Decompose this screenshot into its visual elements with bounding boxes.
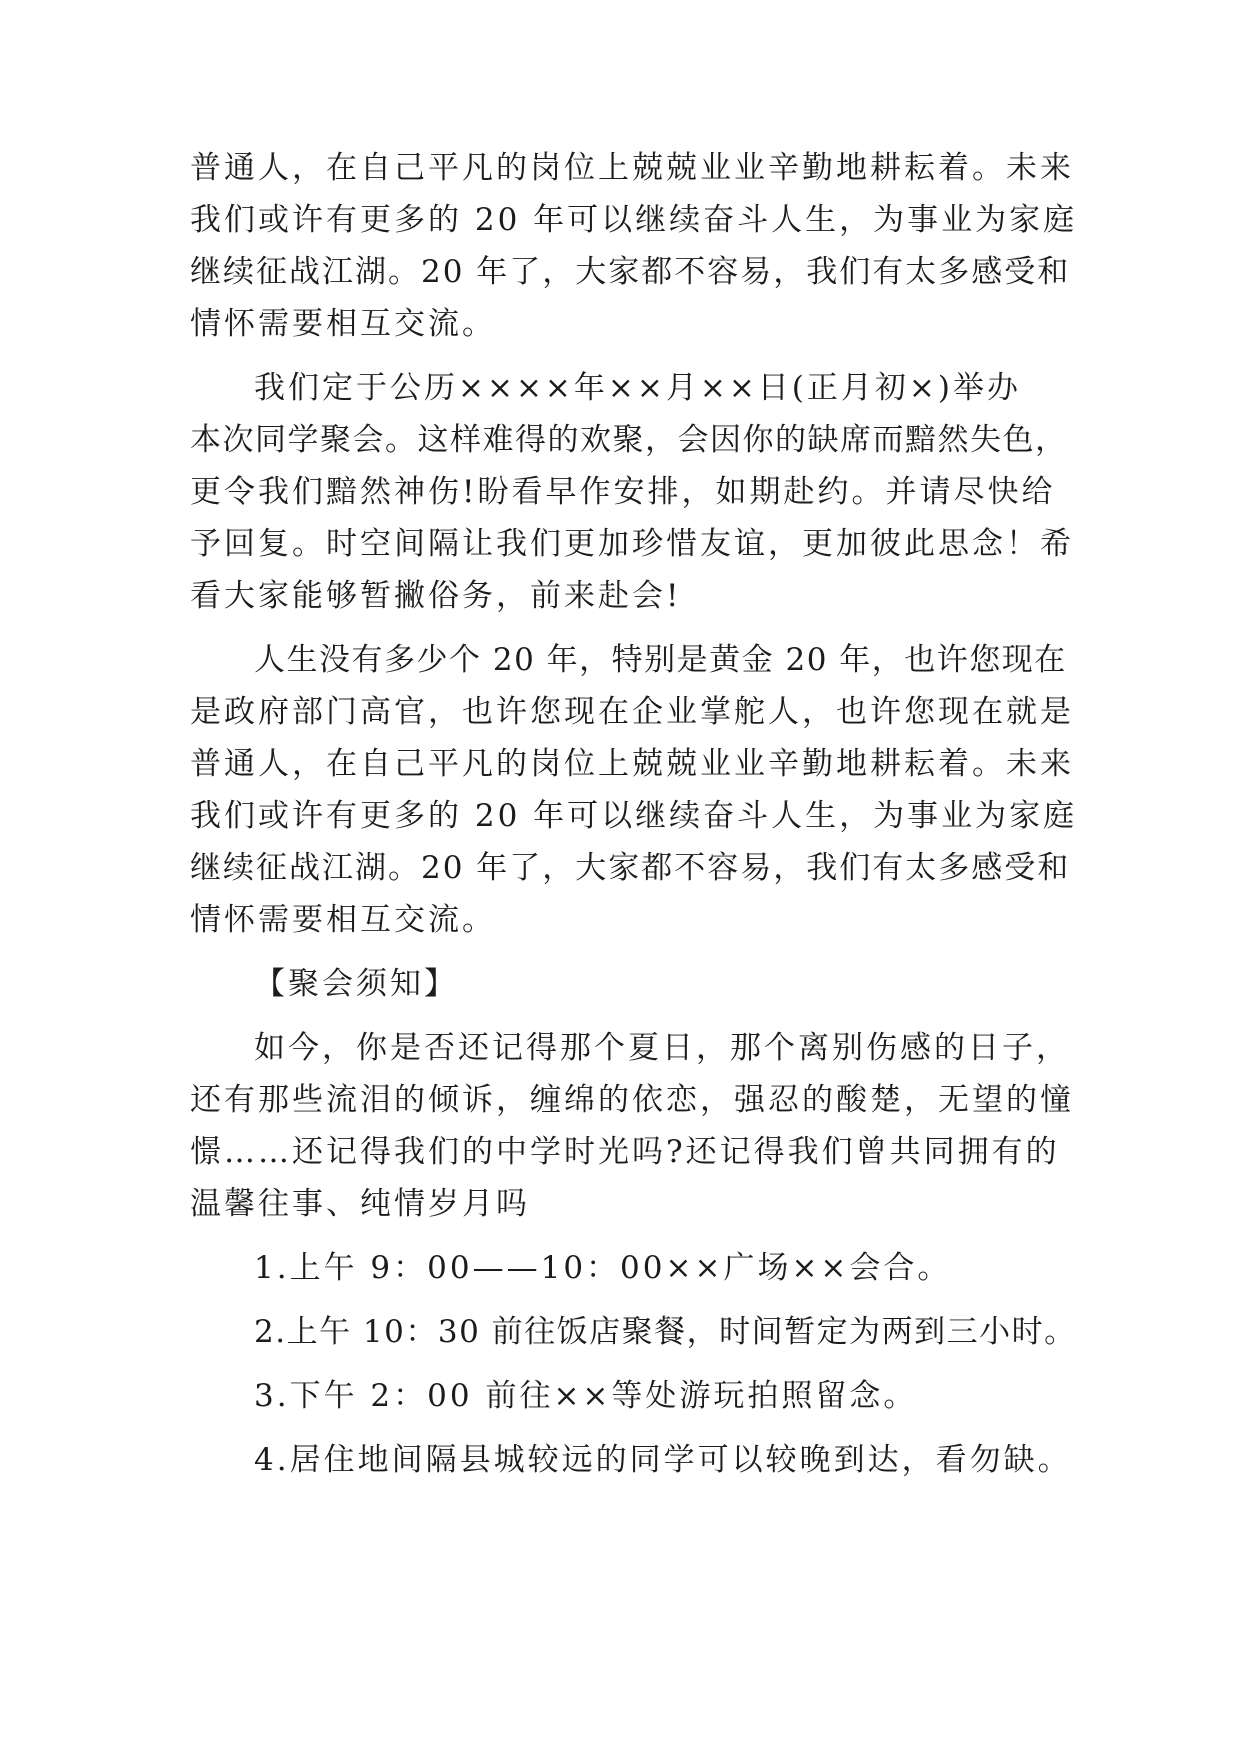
text-line-15: 情怀需要相互交流。 <box>190 902 496 938</box>
list-item-4: 4.居住地间隔县城较远的同学可以较晚到达，看勿缺。 <box>254 1442 1072 1478</box>
text-line-5: 我们定于公历××××年××月××日(正月初×)举办 <box>254 370 1021 406</box>
text-line-20: 温馨往事、纯情岁月吗 <box>190 1186 530 1222</box>
text-line-9: 看大家能够暂撇俗务，前来赴会! <box>190 578 682 614</box>
text-line-11: 是政府部门高官，也许您现在企业掌舵人，也许您现在就是 <box>190 694 1074 730</box>
section-heading: 【聚会须知】 <box>254 966 458 1002</box>
list-item-1: 1.上午 9：00——10：00××广场××会合。 <box>254 1250 952 1286</box>
text-line-10: 人生没有多少个 20 年，特别是黄金 20 年，也许您现在 <box>254 642 1067 678</box>
text-line-17: 如今，你是否还记得那个夏日，那个离别伤感的日子， <box>254 1030 1070 1066</box>
text-line-14: 继续征战江湖。20 年了，大家都不容易，我们有太多感受和 <box>190 850 1071 886</box>
text-line-18: 还有那些流泪的倾诉，缠绵的依恋，强忍的酸楚，无望的憧 <box>190 1082 1074 1118</box>
text-line-3: 继续征战江湖。20 年了，大家都不容易，我们有太多感受和 <box>190 254 1071 290</box>
text-line-8: 予回复。时空间隔让我们更加珍惜友谊，更加彼此思念！希 <box>190 526 1074 562</box>
list-item-3: 3.下午 2：00 前往××等处游玩拍照留念。 <box>254 1378 918 1414</box>
text-line-7: 更令我们黯然神伤!盼看早作安排，如期赴约。并请尽快给 <box>190 474 1056 510</box>
text-line-6: 本次同学聚会。这样难得的欢聚，会因你的缺席而黯然失色， <box>190 422 1068 458</box>
text-line-13: 我们或许有更多的 20 年可以继续奋斗人生，为事业为家庭 <box>190 798 1078 834</box>
text-line-12: 普通人，在自己平凡的岗位上兢兢业业辛勤地耕耘着。未来 <box>190 746 1074 782</box>
text-line-19: 憬……还记得我们的中学时光吗?还记得我们曾共同拥有的 <box>190 1134 1060 1170</box>
text-line-1: 普通人，在自己平凡的岗位上兢兢业业辛勤地耕耘着。未来 <box>190 150 1074 186</box>
text-line-2: 我们或许有更多的 20 年可以继续奋斗人生，为事业为家庭 <box>190 202 1078 238</box>
text-line-4: 情怀需要相互交流。 <box>190 306 496 342</box>
list-item-2: 2.上午 10：30 前往饭店聚餐，时间暂定为两到三小时。 <box>254 1314 1077 1350</box>
